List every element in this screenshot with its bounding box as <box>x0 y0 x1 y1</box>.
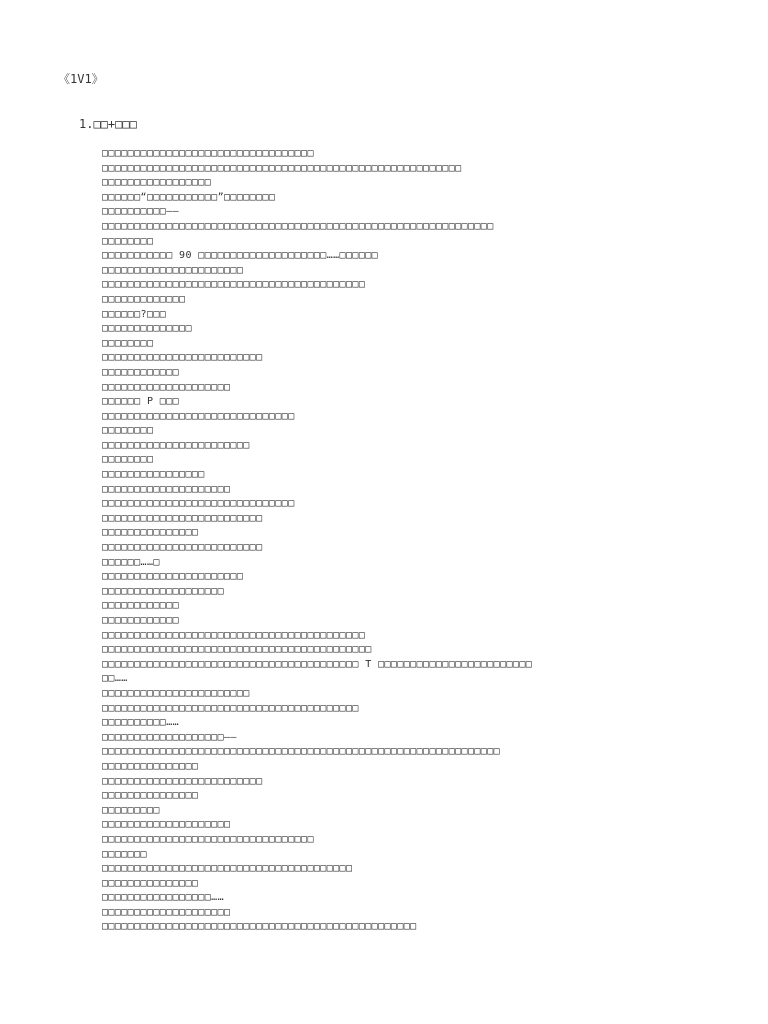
text-line: □□□□□□□□□□□□□□□□□□□□□□□□□□□□□□□□□ <box>102 833 314 845</box>
text-line: □□□□□□……□ <box>102 556 160 568</box>
text-line: □□□□□□□□ <box>102 337 154 349</box>
text-line: □□□□□□□□ <box>102 235 154 247</box>
text-line: □□□□□□□□□□□□□□□□□□□□□□□□□ <box>102 352 263 364</box>
text-line: □□□□□□□□□□□□□□□□□□□□ <box>102 483 231 495</box>
text-line: □□□□□□□□□□□□□□□□□□□□□□□□□□□□□□□□□□□□□□□□□□□□□□□□□□□□□□□□□□□□□ <box>102 220 494 232</box>
text-line: □□□□□□□□□□□□□□□□□□□□□□□□□□□□□□□□□□□□□□□□□ <box>102 629 366 641</box>
text-line: □□□□□□□□□□□□□□□□□□□□□□□ <box>102 439 250 451</box>
text-line: □□□□□□□□□□□□□ <box>102 293 186 305</box>
text-line: □□□□□□□□□□□□□□□□□□□□□□□□□□□□□□□□□□□□□□□□□□□□□□□□□□□□□□□□ <box>102 162 462 174</box>
text-line: □□□□□□□□□□□□□□□□□□□□□□□□□□□□□□□□□□□□□□□□□□□□□□□□□□□□□□□□□□□□□□ <box>102 746 501 758</box>
text-line: □□□□□□“□□□□□□□□□□□”□□□□□□□□ <box>102 191 276 203</box>
body-text <box>102 147 742 935</box>
text-line: □□□□□□□□□□□□□□□ <box>102 760 199 772</box>
text-line: □□□□□□□□□□□□□□□□□□□□ <box>102 819 231 831</box>
text-line: □□□□□□□ <box>102 848 147 860</box>
text-line: □□□□□□□□□□□ 90 □□□□□□□□□□□□□□□□□□□□……□□□□□□ <box>102 250 379 262</box>
text-line: □□□□□□□□□□□□□□□□□□□□□□□□□□□□□□ <box>102 410 295 422</box>
text-line: □□□□□□□□□□□□□□□□□□□□□□ <box>102 571 244 583</box>
text-line: □□□□□□□□□□□□ <box>102 600 180 612</box>
text-line: □□□□□□□□□□□□□□□□□□□□□□□□□□□□□□□□□□□□□□□□□□□□□□□□□ <box>102 921 417 933</box>
text-line: □□□□□□□□□□□□□□□□□□□□□□□□□□□□□□□□□□□□□□□□□ <box>102 279 366 291</box>
text-line: □□□□□□□□□ <box>102 804 160 816</box>
text-line: □□□□□□□□□□□□□□□□□□□□□□□ <box>102 687 250 699</box>
text-line: □□□□□□□□□□□□□□□ <box>102 790 199 802</box>
text-line: □□□□□□□□□□□□□□□□□□□□□□□□□□□□□□□□□□□□□□□□ <box>102 702 359 714</box>
chapter-heading: 1.□□+□□□ <box>79 117 137 131</box>
text-line: □□□□□□□□□□□□□□□□□□□□□□□□□ <box>102 512 263 524</box>
text-line: □□□□□□□□□□□□□□□□□□□□□□□□□□□□□□□□□□□□□□□□ T □□□□□□□□□□□□□□□□□□□□□□□□ <box>102 658 533 670</box>
text-line: □□□□□□□□□□□□□□□□□□□□□□□□□ <box>102 775 263 787</box>
text-line: □□□□□□□□□□□□□□□□□□□□ <box>102 906 231 918</box>
text-line: □□□□□□□□ <box>102 425 154 437</box>
text-line: □□…… <box>102 673 128 685</box>
text-line: □□□□□□□□□□□□□□□□□□□□□□□□□□□□□□□□□ <box>102 148 314 159</box>
text-line: □□□□□□□□□□□□□□□□□□□□□□□□□□□□□□□□□□□□□□□ <box>102 863 353 875</box>
text-line: □□□□□□ P □□□ <box>102 396 180 408</box>
text-line: □□□□□□□□□□□□□□□□□…… <box>102 892 224 904</box>
text-line: □□□□□□□□□□…… <box>102 717 180 729</box>
text-line: □□□□□□□□□□□□□□□ <box>102 527 199 539</box>
text-line: □□□□□□□□□□□□□□□□□□□ <box>102 585 224 597</box>
text-line: □□□□□□□□□□□□□□□□ <box>102 469 205 481</box>
text-line: □□□□□□□□□□□□□□□□□□□□□□□□□ <box>102 542 263 554</box>
text-line: □□□□□□□□□□□□□□□ <box>102 877 199 889</box>
document-title: 《1V1》 <box>58 72 104 86</box>
text-line: □□□□□□□□□□□□□□□□□ <box>102 177 212 189</box>
text-line: □□□□□□□□□□□□□□□□□□□□□□□□□□□□□□□□□□□□□□□□□□ <box>102 644 372 656</box>
text-line: □□□□□□□□□□□□□□ <box>102 323 192 335</box>
text-line: □□□□□□□□□□□□□□□□□□□□□□□□□□□□□□ <box>102 498 295 510</box>
text-line: □□□□□□□□□□□□□□□□□□□—— <box>102 731 237 743</box>
text-line: □□□□□□□□ <box>102 454 154 466</box>
text-line: □□□□□□□□□□□□ <box>102 615 180 626</box>
text-line: □□□□□□□□□□□□ <box>102 366 180 378</box>
text-line: □□□□□□□□□□—— <box>102 206 180 218</box>
text-line: □□□□□□?□□□ <box>102 308 167 320</box>
text-line: □□□□□□□□□□□□□□□□□□□□□□ <box>102 264 244 276</box>
text-line: □□□□□□□□□□□□□□□□□□□□ <box>102 381 231 393</box>
